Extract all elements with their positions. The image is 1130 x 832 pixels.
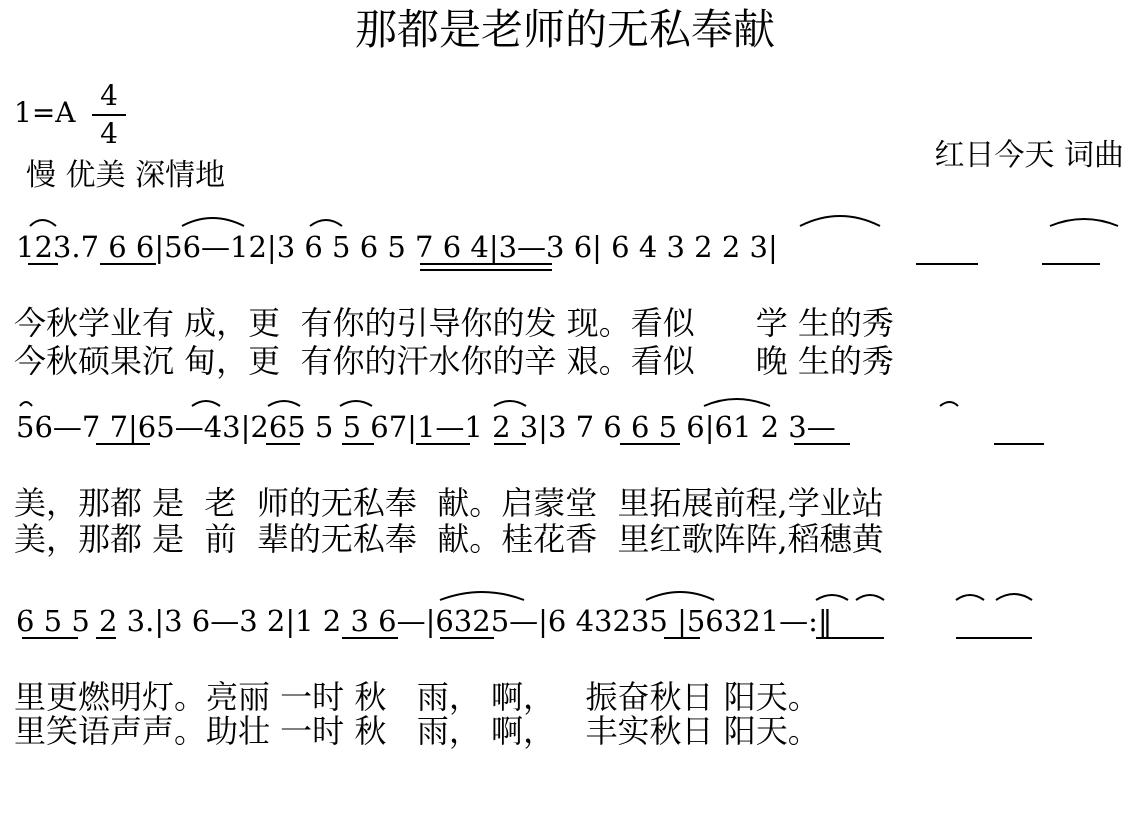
notation-line-2: 56—7 7|65—43|265 5 5 67|1—1 2 3|3 7 6 6 5 6|61 2 3—	[16, 410, 836, 444]
slur	[1050, 219, 1118, 226]
slur	[192, 401, 220, 406]
slur	[340, 401, 372, 406]
notation-line-3: 6 5 5 2 3.|3 6—3 2|1 2 3 6—|6325—|6 43235 |56321—:‖	[16, 604, 833, 638]
slur	[800, 216, 880, 226]
slur	[30, 220, 56, 226]
song-title: 那都是老师的无私奉献	[354, 5, 775, 54]
slur	[940, 402, 958, 406]
slur	[956, 595, 984, 600]
lyric-line-3-verse-2: 里笑语声声。助壮 一时 秋 雨， 啊， 丰实秋日 阳天。	[14, 712, 820, 750]
slur	[494, 401, 526, 406]
slur	[996, 594, 1032, 600]
time-denominator: 4	[100, 117, 118, 150]
slur-group	[20, 216, 1118, 600]
slur	[646, 592, 714, 600]
lyric-line-2-verse-1: 美，那都 是 老 师的无私奉 献。启蒙堂 里拓展前程,学业站	[14, 484, 884, 522]
key-signature: 1=A	[14, 96, 76, 129]
slur	[310, 220, 342, 226]
lyric-line-2-verse-2: 美，那都 是 前 辈的无私奉 献。桂花香 里红歌阵阵,稻穗黄	[14, 520, 884, 558]
time-numerator: 4	[100, 79, 118, 112]
tempo-marking: 慢 优美 深情地	[26, 158, 226, 193]
lyric-line-1-verse-1: 今秋学业有 成，更 有你的引导你的发 现。看似 学 生的秀	[14, 304, 894, 342]
slur	[856, 595, 884, 600]
slur	[704, 399, 770, 406]
lyric-line-1-verse-2: 今秋硕果沉 甸，更 有你的汗水你的辛 艰。看似 晚 生的秀	[14, 342, 894, 380]
notation-line-1: 123.7 6 6|56—12|3 6 5 6 5 7 6 4|3—3 6| 6 4 3 2 2 3|	[16, 230, 778, 264]
composer-credit: 红日今天 词曲	[934, 138, 1124, 173]
lyric-line-3-verse-1: 里更燃明灯。亮丽 一时 秋 雨， 啊， 振奋秋日 阳天。	[14, 678, 820, 716]
slur	[816, 595, 848, 600]
slur	[268, 401, 300, 406]
slur	[440, 592, 524, 600]
slur	[182, 218, 244, 226]
slur	[20, 402, 32, 406]
beam-group	[22, 264, 1100, 638]
